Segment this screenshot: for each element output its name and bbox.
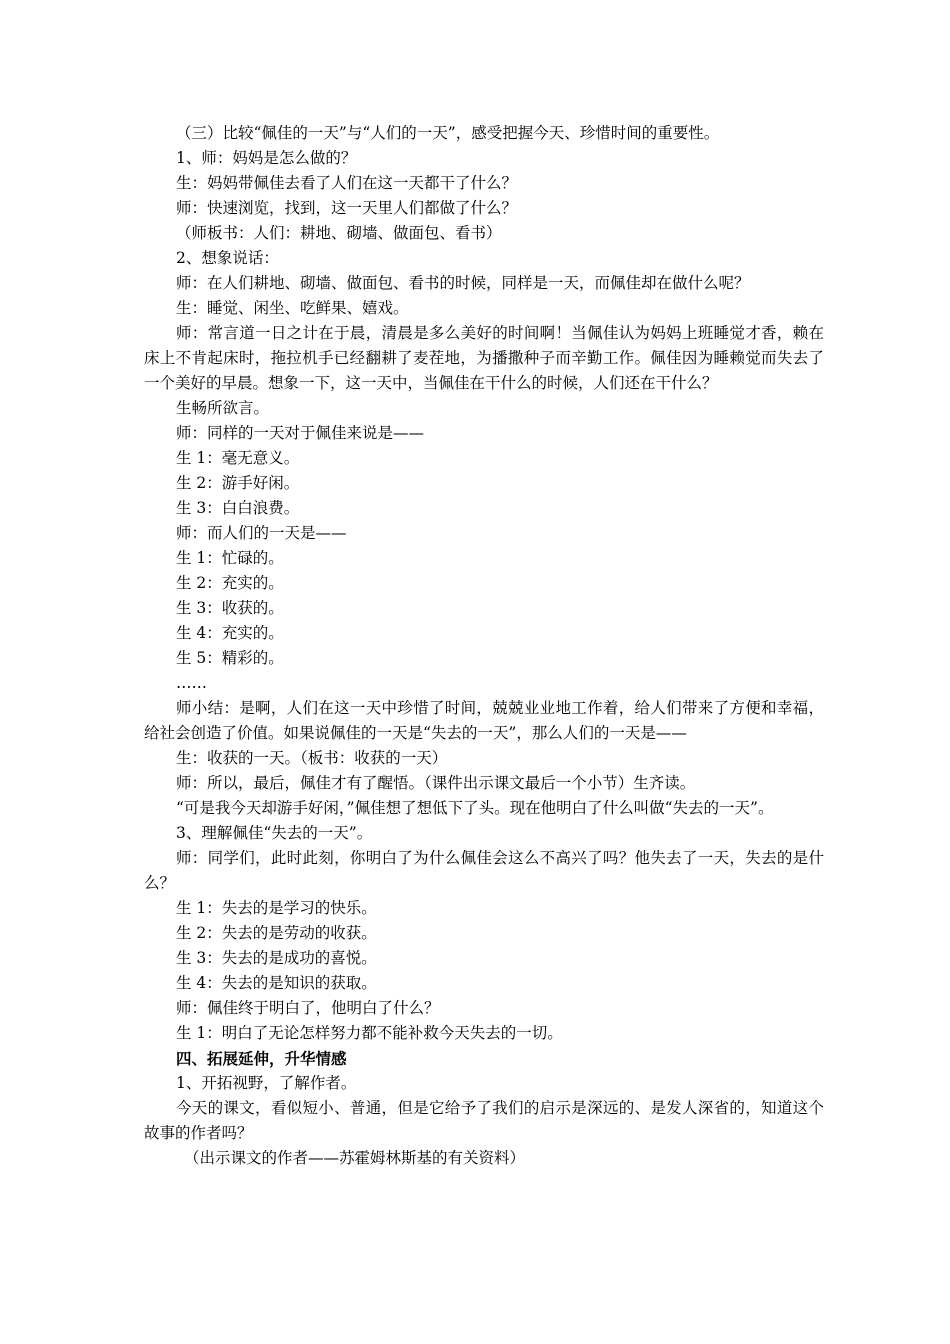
text-line: 生 1：明白了无论怎样努力都不能补救今天失去的一切。 [176,1024,563,1042]
text-line: 生畅所欲言。 [176,399,270,417]
paragraph: 今天的课文，看似短小、普通，但是它给予了我们的启示是深远的、是发人深省的，知道这个故事的作者吗？ [144,1099,824,1142]
paragraph: 师小结：是啊，人们在这一天中珍惜了时间，兢兢业业地工作着，给人们带来了方便和幸福，给社会创造了价值。如果说佩佳的一天是“失去的一天”，那么人们的一天是—— [144,699,824,742]
text-line: 生 2：失去的是劳动的收获。 [176,924,377,942]
text-line: 生：妈妈带佩佳去看了人们在这一天都干了什么？ [176,174,518,192]
text-line: 师：所以，最后，佩佳才有了醒悟。（课件出示课文最后一个小节）生齐读。 [176,774,696,792]
text-line: 生 2：游手好闲。 [176,474,300,492]
text-line: 师：快速浏览，找到，这一天里人们都做了什么？ [176,199,518,217]
text-line: 1、开拓视野，了解作者。 [176,1074,357,1092]
text-line: 师：在人们耕地、砌墙、做面包、看书的时候，同样是一天，而佩佳却在做什么呢？ [176,274,750,292]
paragraph: 师：同学们，此时此刻，你明白了为什么佩佳会这么不高兴了吗？他失去了一天，失去的是什么？ [144,849,824,892]
text-line: 生 4：充实的。 [176,624,284,642]
text-line: 师：佩佳终于明白了，他明白了什么？ [176,999,440,1017]
text-line: 2、想象说话： [176,249,279,267]
text-line: （三）比较“佩佳的一天”与“人们的一天”，感受把握今天、珍惜时间的重要性。 [176,124,720,142]
text-line: 1、师：妈妈是怎么做的？ [176,149,357,167]
text-line: 师：同样的一天对于佩佳来说是—— [176,424,425,442]
text-line: 生 2：充实的。 [176,574,284,592]
ellipsis-line: …… [176,674,207,692]
text-line: （出示课文的作者——苏霍姆林斯基的有关资料） [184,1149,526,1167]
text-line: 生 1：失去的是学习的快乐。 [176,899,377,917]
text-line: 生 5：精彩的。 [176,649,284,667]
text-line: 师：而人们的一天是—— [176,524,347,542]
text-line: 生 4：失去的是知识的获取。 [176,974,377,992]
quote-paragraph: “可是我今天却游手好闲，”佩佳想了想低下了头。现在他明白了什么叫做“失去的一天”。 [176,799,774,817]
text-line: 生：收获的一天。（板书：收获的一天） [176,749,448,767]
text-line: （师板书：人们：耕地、砌墙、做面包、看书） [176,224,502,242]
text-line: 生 3：收获的。 [176,599,284,617]
paragraph: 师：常言道一日之计在于晨，清晨是多么美好的时间啊！当佩佳认为妈妈上班睡觉才香，赖在床上不肯起床时，拖拉机手已经翻耕了麦茬地，为播撒种子而辛勤工作。佩佳因为睡赖觉而失去了一个美好的早晨。想象一下，这一天中，当佩佳在干什么的时候，人们还在干什么？ [144,324,824,392]
text-line: 3、理解佩佳“失去的一天”。 [176,824,373,842]
text-line: 生 1：毫无意义。 [176,449,300,467]
text-line: 生 3：白白浪费。 [176,499,300,517]
section-heading: 四、拓展延伸，升华情感 [176,1049,347,1068]
text-line: 生 1：忙碌的。 [176,549,284,567]
document-page [144,121,824,1171]
text-line: 生：睡觉、闲坐、吃鲜果、嬉戏。 [176,299,409,317]
text-line: 生 3：失去的是成功的喜悦。 [176,949,377,967]
